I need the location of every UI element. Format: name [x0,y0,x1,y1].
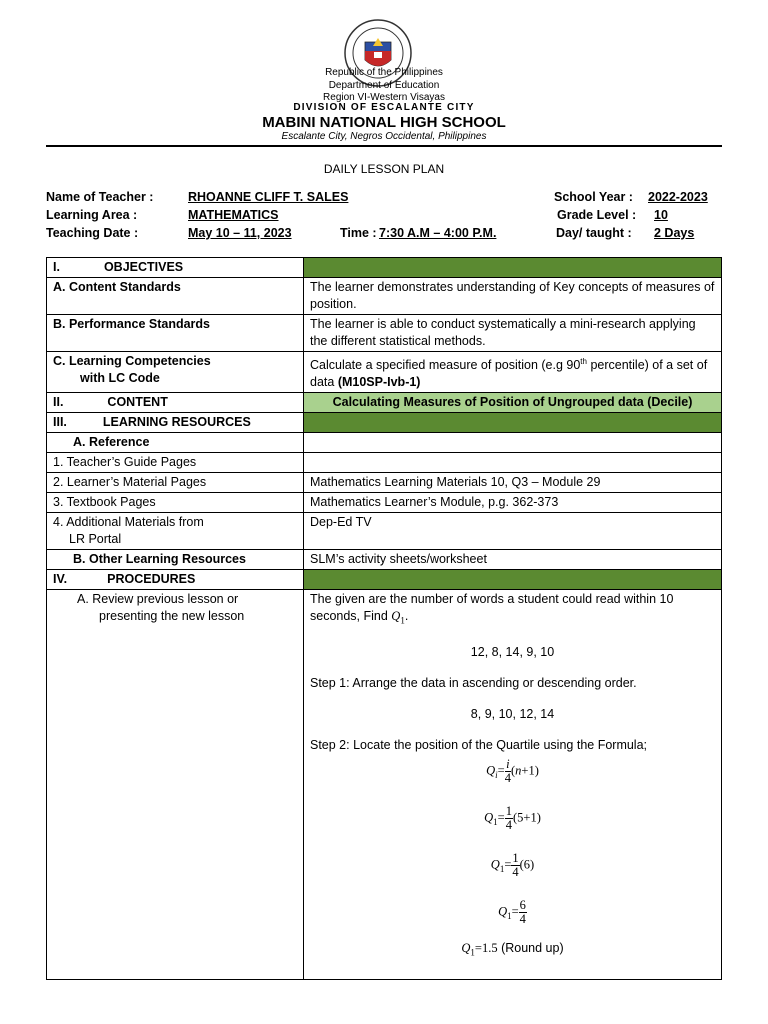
learning-competencies-label-line2: with LC Code [80,371,160,385]
competency-text: Calculate a specified measure of position (e.g 90 [310,358,581,373]
raw-data: 12, 8, 14, 9, 10 [470,644,555,659]
teachers-guide-value [304,453,722,473]
learning-competencies-label-line1: C. Learning Competencies [53,354,211,368]
school-name: MABINI NATIONAL HIGH SCHOOL [262,114,506,131]
textbook-row [47,493,722,513]
sorted-data: 8, 9, 10, 12, 14 [470,706,555,721]
reference-value [304,433,722,453]
learning-competencies-row [47,352,722,393]
performance-standards-value: The learner is able to conduct systematically a mini-research applying the different statistical methods. [304,315,722,352]
additional-materials-row [47,513,722,550]
time-value: 7:30 A.M – 4:00 P.M. [379,226,497,240]
learners-material-value: Mathematics Learning Materials 10, Q3 – Module 29 [304,473,722,493]
objectives-number: I. [53,260,60,274]
objectives-label: OBJECTIVES [103,260,184,274]
q1-symbol: $Q_1$ [391,609,405,626]
teacher-label: Name of Teacher : [46,190,154,204]
learning-competencies-value [304,352,722,393]
content-header [47,393,304,413]
result-value: 1.5 [481,940,498,955]
document-title: DAILY LESSON PLAN [323,162,445,176]
review-label-line2: presenting the new lesson [99,609,245,624]
header-department: Department of Education [328,80,440,91]
procedures-fill [304,570,722,590]
additional-materials-line1: 4. Additional Materials from [53,515,204,530]
performance-standards-label: B. Performance Standards [47,315,304,352]
procedures-number: IV. [53,572,68,587]
other-resources-row [47,550,722,570]
content-value: Calculating Measures of Position of Ungrouped data (Decile) [304,393,722,413]
content-label: CONTENT [107,395,168,410]
teaching-date-value: May 10 – 11, 2023 [188,226,292,240]
content-number: II. [53,395,64,410]
learners-material-label: 2. Learner’s Material Pages [47,473,304,493]
learning-resources-number: III. [53,415,67,430]
formula-step3: $Q_1=$ $\frac{6}{4}$ [498,897,526,926]
grade-level-label: Grade Level : [557,208,637,222]
teachers-guide-row [47,453,722,473]
round-up-note: (Round up) [501,940,564,955]
day-taught-label: Day/ taught : [556,226,632,240]
formula-step2: $Q_1=$ $\frac{1}{4}$ (6) [490,850,535,879]
review-label [47,590,304,980]
grade-level-value: 10 [654,208,668,222]
learning-resources-header [47,413,304,433]
performance-standards-row [47,315,722,352]
header-divider [46,145,722,147]
competency-code: (M10SP-Ivb-1) [337,375,421,390]
header-republic: Republic of the Philippines [325,67,443,78]
textbook-label: 3. Textbook Pages [47,493,304,513]
header-division: DIVISION OF ESCALANTE CITY [293,102,475,113]
learners-material-row [47,473,722,493]
learning-competencies-label [47,352,304,393]
review-intro-text: The given are the number of words a student could read within 10 seconds, Find [310,592,674,624]
formula-result: $Q_1=1.5$ (Round up) [461,940,564,958]
additional-materials-line2: LR Portal [69,532,122,547]
teacher-value: RHOANNE CLIFF T. SALES [188,190,349,204]
formula-general: $Q_i=$ $\frac{i}{4}$ (n+1) [486,756,539,785]
reference-label: A. Reference [47,433,304,453]
procedures-row [47,570,722,590]
objectives-header [47,258,304,278]
learning-resources-fill [304,413,722,433]
learning-area-label: Learning Area : [46,208,138,222]
competency-superscript: th [580,357,587,366]
content-standards-row [47,278,722,315]
school-address: Escalante City, Negros Occidental, Philippines [281,131,487,142]
review-content [304,590,722,980]
day-taught-value: 2 Days [654,226,695,240]
procedures-label: PROCEDURES [107,572,196,587]
reference-row [47,433,722,453]
learning-resources-row [47,413,722,433]
school-year-label: School Year : [554,190,633,204]
additional-materials-value: Dep-Ed TV [304,513,722,550]
time-label: Time : [340,226,377,240]
other-resources-value: SLM’s activity sheets/worksheet [304,550,722,570]
lesson-plan-table [46,257,722,980]
formula-step1: $Q_1=$ $\frac{1}{4}$ (5+1) [484,803,541,832]
other-resources-label: B. Other Learning Resources [47,550,304,570]
objectives-fill [304,258,722,278]
school-year-value: 2022-2023 [648,190,708,204]
step1-text: Step 1: Arrange the data in ascending or descending order. [310,675,637,690]
teaching-date-label: Teaching Date : [46,226,139,240]
textbook-value: Mathematics Learner’s Module, p.g. 362-373 [304,493,722,513]
competency-text-post: percentile) of a set of data [310,358,708,390]
step2-text: Step 2: Locate the position of the Quartile using the Formula; [310,737,648,752]
teachers-guide-label: 1. Teacher’s Guide Pages [47,453,304,473]
review-intro: The given are the number of words a student could read within 10 seconds, Find $Q_1$. [310,592,674,626]
header-region: Region VI-Western Visayas [323,92,445,103]
learning-area-value: MATHEMATICS [188,208,279,222]
content-standards-label: A. Content Standards [47,278,304,315]
objectives-row [47,258,722,278]
additional-materials-label [47,513,304,550]
review-row [47,590,722,980]
learning-resources-label: LEARNING RESOURCES [102,415,251,430]
procedures-header [47,570,304,590]
content-standards-value: The learner demonstrates understanding of Key concepts of measures of position. [304,278,722,315]
review-label-line1: A. Review previous lesson or [77,592,239,607]
content-row [47,393,722,413]
